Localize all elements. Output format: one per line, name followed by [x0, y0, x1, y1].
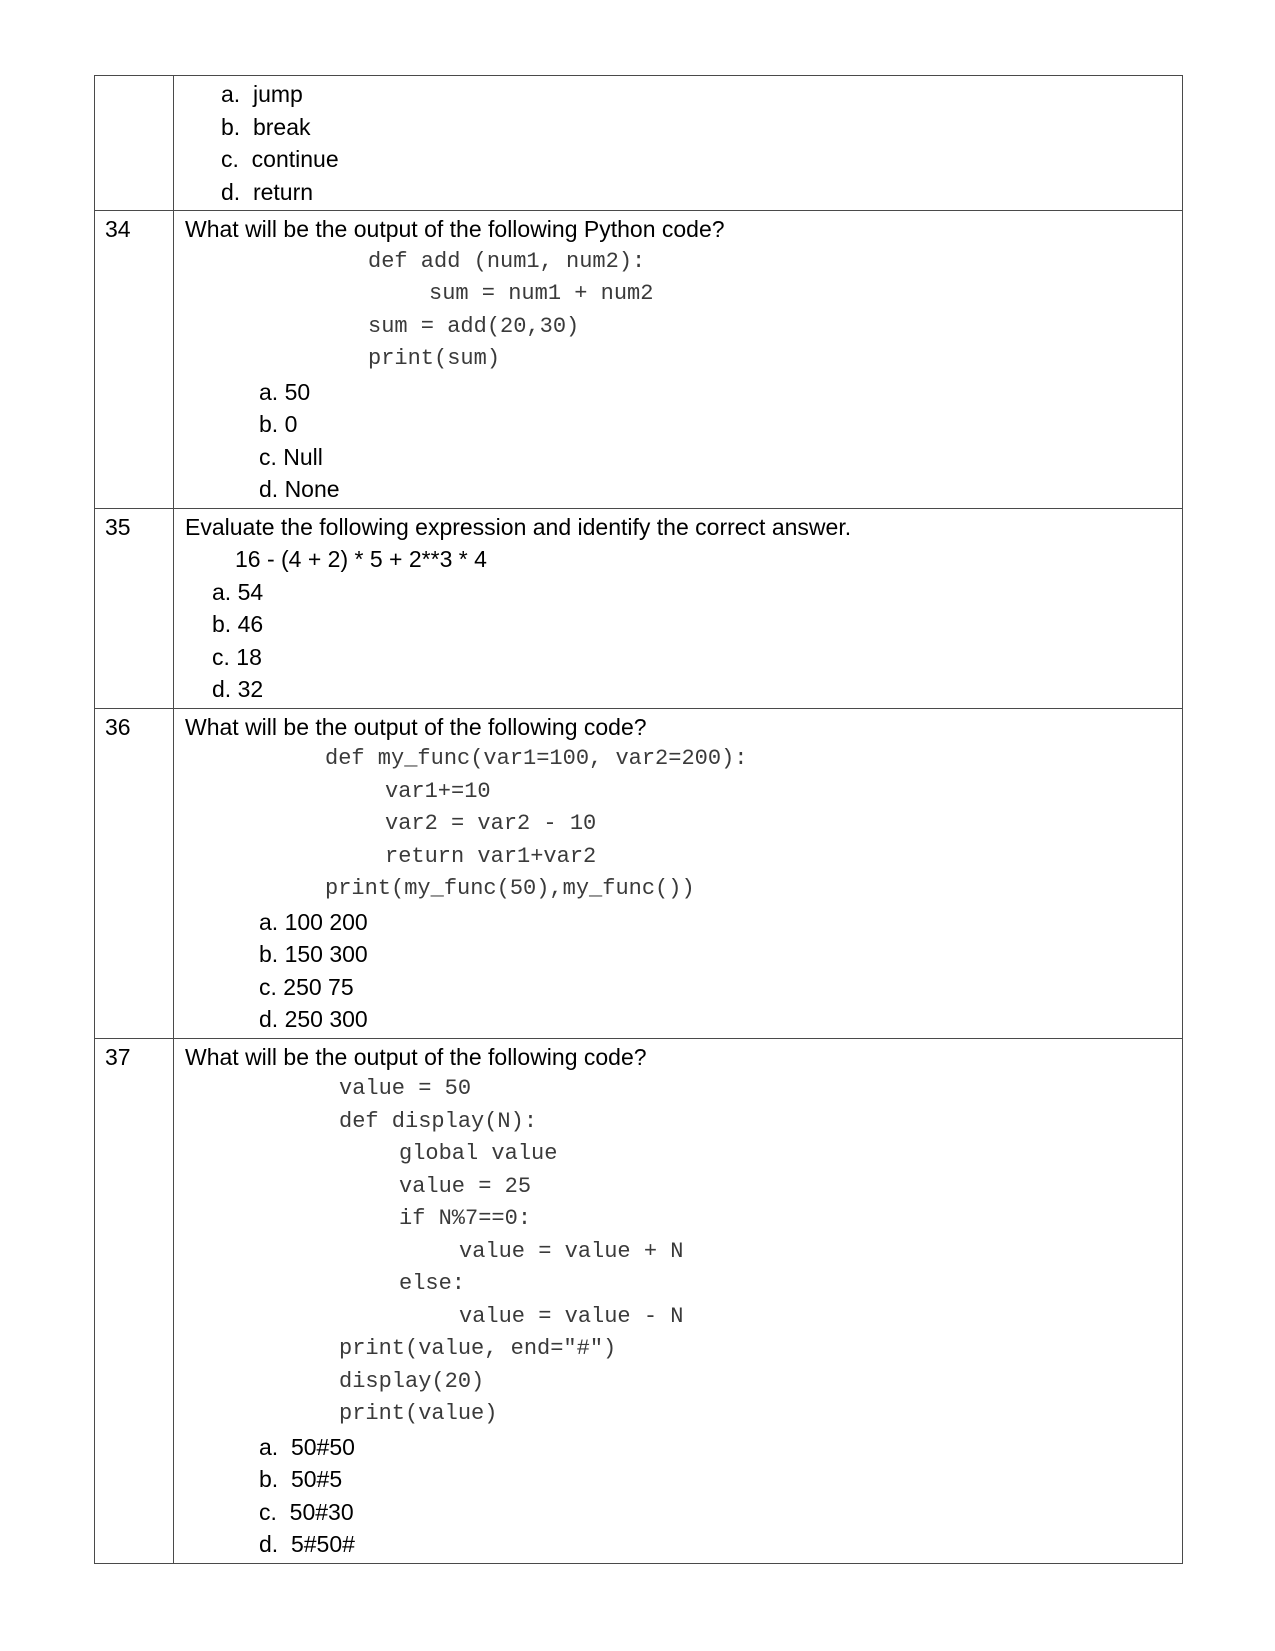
code-line: print(value, end="#") [339, 1336, 617, 1361]
code-line: global value [399, 1141, 558, 1166]
option-c: c. 18 [212, 643, 262, 670]
option-c: c. 250 75 [259, 973, 354, 1000]
option-a: a. 54 [212, 578, 264, 605]
option-b: b. 50#5 [259, 1466, 343, 1492]
code-line: sum = add(20,30) [368, 313, 580, 339]
code-line: value = 25 [399, 1173, 532, 1199]
question-text: What will be the output of the following code? [185, 1043, 647, 1070]
question-number: 36 [95, 708, 174, 1038]
option-d: d. return [221, 178, 314, 205]
option-b: b. 150 300 [259, 941, 368, 967]
code-line: value = value + N [459, 1238, 684, 1264]
options-list [185, 906, 1182, 1036]
question-row-35 [95, 508, 1183, 708]
option-a: a. jump [221, 81, 303, 107]
option-a: a. 50#50 [259, 1433, 355, 1460]
option-b: b. break [221, 113, 311, 140]
question-row-36 [95, 708, 1183, 1038]
question-table [94, 75, 1183, 1564]
option-d: d. 32 [212, 676, 264, 702]
code-line: def add (num1, num2): [368, 248, 646, 274]
option-d: d. None [259, 476, 340, 502]
code-line: return var1+var2 [385, 843, 597, 869]
option-c: c. continue [221, 146, 339, 172]
question-body-33 [174, 76, 1183, 211]
question-number: 37 [95, 1038, 174, 1563]
code-line: print(value) [339, 1401, 498, 1426]
question-number-cell [95, 76, 174, 211]
code-block [185, 246, 1182, 376]
question-row-33 [95, 76, 1183, 211]
code-line: var1+=10 [385, 778, 491, 804]
question-number: 34 [95, 211, 174, 509]
options-list [185, 78, 1182, 208]
code-line: def display(N): [339, 1108, 538, 1134]
code-line: else: [399, 1271, 466, 1296]
code-line: var2 = var2 - 10 [385, 811, 597, 836]
option-c: c. 50#30 [259, 1498, 354, 1525]
code-line: print(sum) [368, 346, 501, 371]
question-row-34 [95, 211, 1183, 509]
option-d: d. 5#50# [259, 1531, 355, 1557]
code-block [185, 1073, 1182, 1431]
question-number: 35 [95, 508, 174, 708]
options-list [185, 576, 1182, 706]
question-text: What will be the output of the following code? [185, 713, 647, 740]
question-body-37 [174, 1038, 1183, 1563]
options-list [185, 376, 1182, 506]
option-c: c. Null [259, 443, 323, 470]
code-line: if N%7==0: [399, 1206, 532, 1231]
option-a: a. 100 200 [259, 908, 368, 935]
expression: 16 - (4 + 2) * 5 + 2**3 * 4 [235, 546, 487, 572]
question-row-37 [95, 1038, 1183, 1563]
code-line: value = 50 [339, 1076, 472, 1101]
option-b: b. 0 [259, 411, 298, 437]
code-line: print(my_func(50),my_func()) [325, 876, 695, 901]
code-line: sum = num1 + num2 [429, 281, 654, 306]
question-body-34 [174, 211, 1183, 509]
option-d: d. 250 300 [259, 1006, 368, 1032]
question-text: What will be the output of the following Python code? [185, 216, 725, 242]
question-text: Evaluate the following expression and identify the correct answer. [185, 513, 852, 540]
code-line: value = value - N [459, 1303, 684, 1329]
question-body-35 [174, 508, 1183, 708]
option-b: b. 46 [212, 611, 264, 637]
option-a: a. 50 [259, 378, 311, 405]
code-block [185, 743, 1182, 906]
code-line: def my_func(var1=100, var2=200): [325, 746, 748, 771]
question-body-36 [174, 708, 1183, 1038]
code-line: display(20) [339, 1368, 485, 1394]
options-list [185, 1431, 1182, 1561]
